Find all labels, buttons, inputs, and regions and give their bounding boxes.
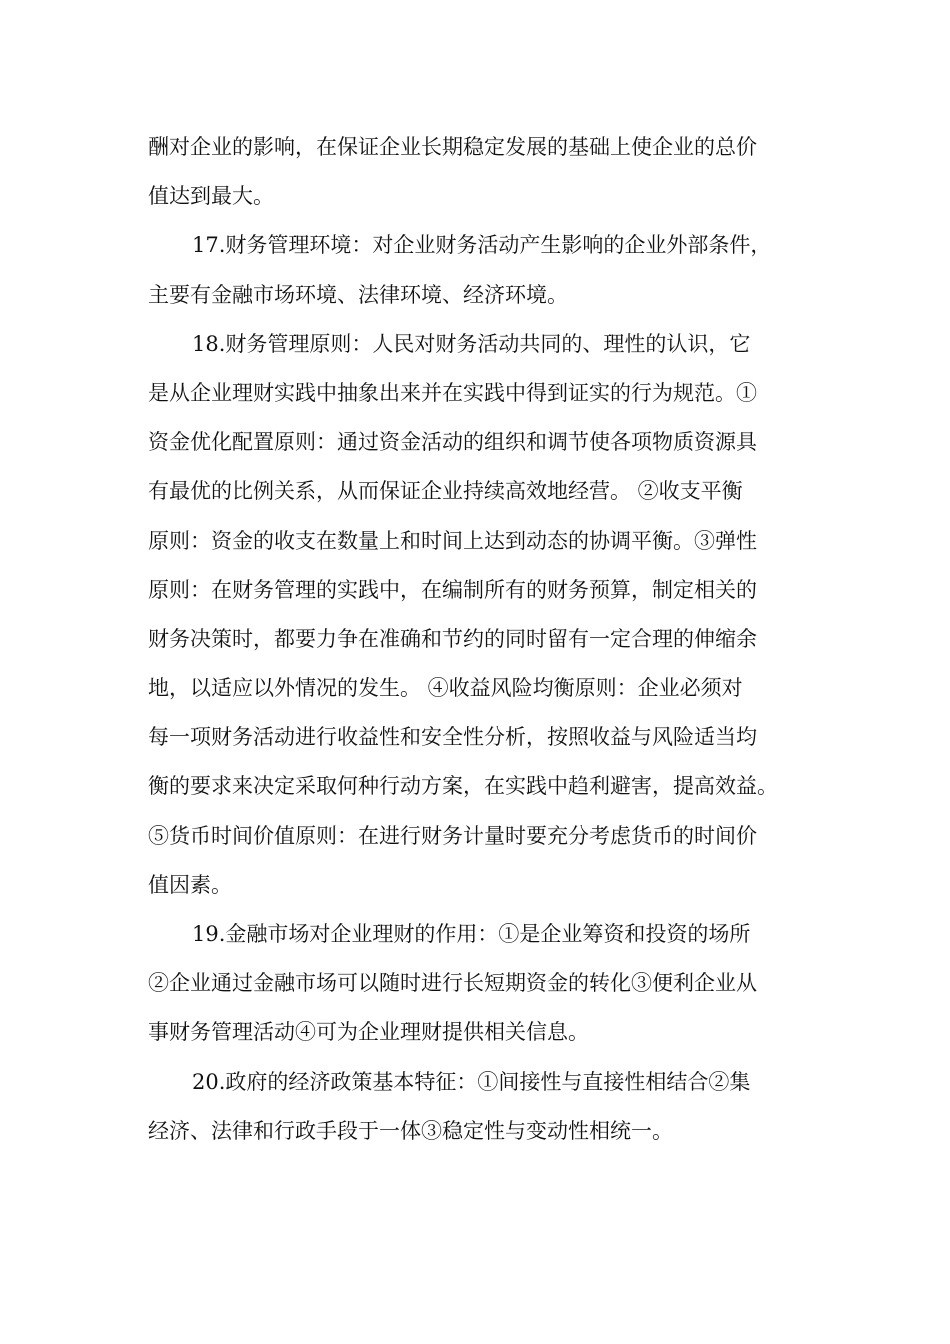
text-line: 财务决策时，都要力争在准确和节约的同时留有一定合理的伸缩余 [148,626,757,651]
text-line: 值达到最大。 [148,184,274,209]
text-line: 每一项财务活动进行收益性和安全性分析，按照收益与风险适当均 [148,725,757,750]
text-line: 事财务管理活动④可为企业理财提供相关信息。 [148,1020,589,1045]
text-line: 是从企业理财实践中抽象出来并在实践中得到证实的行为规范。① [148,380,757,405]
paragraph-18-start: 18.财务管理原则：人民对财务活动共同的、理性的认识，它 [192,331,751,356]
text-line: 衡的要求来决定采取何种行动方案，在实践中趋利避害，提高效益。 [148,774,778,799]
paragraph-20-start: 20.政府的经济政策基本特征：①间接性与直接性相结合②集 [192,1069,751,1094]
text-line: ⑤货币时间价值原则：在进行财务计量时要充分考虑货币的时间价 [148,823,757,848]
text-line: 原则：资金的收支在数量上和时间上达到动态的协调平衡。③弹性 [148,528,757,553]
text-line: ②企业通过金融市场可以随时进行长短期资金的转化③便利企业从 [148,971,757,996]
paragraph-17-start: 17.财务管理环境：对企业财务活动产生影响的企业外部条件， [192,233,772,258]
text-line: 地，以适应以外情况的发生。 ④收益风险均衡原则：企业必须对 [148,676,743,701]
text-line: 酬对企业的影响，在保证企业长期稳定发展的基础上使企业的总价 [148,135,757,159]
text-line: 原则：在财务管理的实践中，在编制所有的财务预算，制定相关的 [148,577,757,602]
text-line: 主要有金融市场环境、法律环境、经济环境。 [148,282,568,307]
paragraph-19-start: 19.金融市场对企业理财的作用：①是企业筹资和投资的场所 [192,922,751,946]
text-line: 有最优的比例关系，从而保证企业持续高效地经营。 ②收支平衡 [148,479,743,504]
text-line: 资金优化配置原则：通过资金活动的组织和调节使各项物质资源具 [148,430,757,455]
document-body [148,123,808,1156]
text-line: 经济、法律和行政手段于一体③稳定性与变动性相统一。 [148,1118,673,1143]
text-line: 值因素。 [148,872,232,897]
